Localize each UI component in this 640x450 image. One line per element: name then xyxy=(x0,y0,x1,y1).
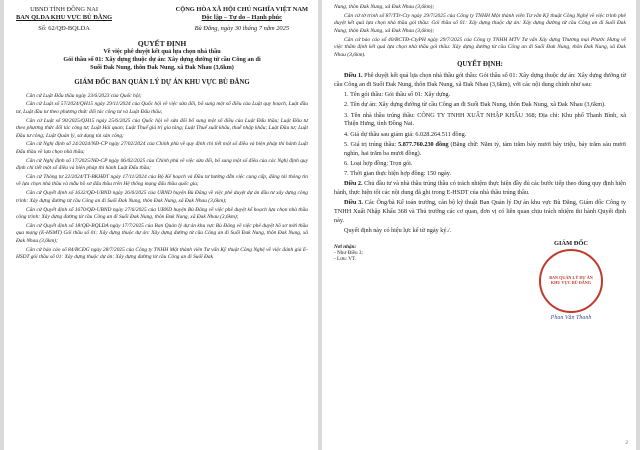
signer-title: GIÁM ĐỐC xyxy=(554,240,588,248)
article-1-item: 6. Loại hợp đồng: Trọn gói. xyxy=(344,159,413,167)
official-stamp xyxy=(539,249,603,313)
place-date: Bù Đăng, ngày 30 tháng 7 năm 2025 xyxy=(194,24,290,32)
article-1-item: 3. Tên nhà thầu trúng thầu: CÔNG TY TNHH XUẤT NHẬP KHẨU 368; Địa chỉ: Khu phố Thanh Bình, xã Thiện Hưng, tỉnh Đồng Nai. xyxy=(344,111,626,128)
legal-basis: Căn cứ báo cáo số 84/BCĐG ngày 28/7/2025 của Công ty TNHH Một thành viên Tư vấn Kỹ thuật Công Nghệ về việc đánh giá E-HSDT gói thầu số 01: Xây dựng thuộc dự án: Xây dựng đường từ cầu Công an đi Suối Đak xyxy=(16,246,308,261)
effective-clause: Quyết định này có hiệu lực kể từ ngày ký./. xyxy=(344,227,452,235)
signer-name: Phan Văn Thanh xyxy=(550,315,592,322)
article-2-label: Điều 2. xyxy=(344,180,363,188)
award-value: 5.877.760.230 đồng xyxy=(398,140,449,148)
decision-label: QUYẾT ĐỊNH: xyxy=(457,61,503,69)
legal-basis: Căn cứ Quyết định số 1632/QĐ-UBND ngày 26/6/2025 của UBND huyện Bù Đăng về việc phê duyệt dự án đầu tư xây dựng công trình: Xây dựng đường từ cầu Công an đi Suối Đak Nung, thôn Đak Nung, xã Đak Nhau (3,6km); xyxy=(16,190,308,204)
article-2-text: Chủ đầu tư và nhà thầu trúng thầu có trách nhiệm thực hiện đầy đủ các bước tiếp theo đúng quy định hiện hành, thực hiện tốt các nội dung đã ghi trong E-HSDT của nhà thầu trúng thầu. xyxy=(334,180,627,196)
page-number: 2 xyxy=(625,440,628,446)
legal-basis: Căn cứ Thông tư 22/2024/TT-BKHĐT ngày 17/11/2024 của Bộ Kế hoạch và Đầu tư hướng dẫn việc cung cấp, đăng tải thông tin về lựa chọn nhà thầu và mẫu hồ sơ đấu thầu trên Hệ thống mạng đấu thầu quốc gia; xyxy=(16,174,308,188)
legal-basis: Căn cứ Nghị định số 17/2025/NĐ-CP ngày 06/02/2025 của Chính phủ về việc sửa đổi, bổ sung một số điều của các Nghị định quy định chi tiết một số điều và biện pháp thi hành Luật Đấu thầu; xyxy=(16,157,308,172)
recipient-item: - Như Điều 3; xyxy=(334,250,363,257)
legal-basis: Căn cứ Quyết định số 1670/QĐ-UBND ngày 27/6/2025 của UBND huyện Bù Đăng về việc phê duyệt kế hoạch lựa chọn nhà thầu công trình: Xây dựng đường từ cầu Công an đi Suối Đak Nung, thôn Đak Nung, xã Đak Nhau (3,6km); xyxy=(16,206,308,221)
legal-basis: Căn cứ Nghị định số 24/2024/NĐ-CP ngày 27/02/2024 của Chính phủ về quy định chi tiết một số điều và biện pháp thi hành Luật Đấu thầu về lựa chọn nhà thầu; xyxy=(16,141,308,155)
article-1-item-award-value xyxy=(334,141,626,159)
page-one xyxy=(4,0,318,450)
article-1-item: 1. Tên gói thầu: Gói thầu số 01: Xây dựng. xyxy=(344,91,451,99)
recipient-item: - Lưu: VT. xyxy=(334,256,357,263)
nation-name: CỘNG HÒA XÃ HỘI CHỦ NGHĨA VIỆT NAM xyxy=(175,6,308,13)
legal-basis: Căn cứ Luật số 90/2025/QH15 ngày 25/6/2025 của Quốc hội về sửa đổi bổ sung một số điều của Luật Đấu thầu; Luật Đầu tư theo phương thức đối tác công tư; Luật Hải quan; Luật Thuế giá trị gia tăng; Luật Thuế xuất khẩu, thuế nhập khẩu; Luật Đầu tư; Luật Đầu tư công; Luật Quản lý, sử dụng tài sản công; xyxy=(16,117,308,139)
signature-block xyxy=(516,240,626,321)
decision-subject xyxy=(16,48,308,73)
legal-basis: Căn cứ tờ trình số 87/TTr-Cty ngày 29/7/2025 của Công ty TNHH Một thành viên Tư vấn Kỹ thuật Công Nghệ về việc trình phê duyệt kết quả lựa chọn nhà thầu gói thầu: Gói thầu số 01: Xây dựng thuộc dự án: Xây dựng đường từ cầu Công an đi Suối Đak Nung, thôn Đak Nung, xã Đak Nhau (3,6km); xyxy=(334,12,626,34)
article-1-item: 4. Giá dự thầu sau giảm giá: 6.028.264.511 đồng. xyxy=(344,130,467,138)
subject-line: Suối Đak Nung, thôn Đak Nung, xã Đak Nhau (3,6km) xyxy=(90,64,234,72)
subject-line: Về việc phê duyệt kết quả lựa chọn nhà thầu xyxy=(103,47,221,55)
article-1-text: Phê duyệt kết quả lựa chọn nhà thầu gói thầu: Gói thầu số 01: Xây dựng thuộc dự án: Xây dựng đường từ cầu Công an đi Suối Đak Nung, thôn Đak Nung, xã Đak Nhau (3,6km), với các nội dung chính như sau: xyxy=(334,72,626,88)
national-header xyxy=(176,6,308,33)
document-number: Số: 62/QĐ-BQLDA xyxy=(38,24,90,32)
legal-basis: Căn cứ Luật số 57/2024/QH15 ngày 29/11/2024 của Quốc hội về việc sửa đổi, bổ sung một số điều của Luật quy hoạch, Luật đầu tư, Luật đầu tư theo phương thức đối tác công tư và Luật Đấu thầu; xyxy=(16,101,308,115)
legal-basis: Căn cứ Luật Đấu thầu ngày 23/6/2023 của Quốc hội; xyxy=(26,92,142,99)
issuing-authority: GIÁM ĐỐC BAN QUẢN LÝ DỰ ÁN KHU VỰC BÙ ĐĂNG xyxy=(74,78,250,86)
legal-basis: Căn cứ báo cáo số 40/BCTĐ-CtyPH ngày 29/7/2025 của Công ty TNHH MTV Tư vấn Xây dựng Thương mại Phước Hưng về việc thẩm định kết quả lựa chọn nhà thầu gói thầu: Xây dựng đường từ cầu Công an đi Suối Đak Nung, thôn Đak Nung, xã Đak Nhau (3,6km). xyxy=(334,36,626,58)
article-1-item: 7. Thời gian thực hiện hợp đồng: 150 ngày. xyxy=(344,169,451,177)
issuing-organization xyxy=(16,6,112,33)
article-1-label: Điều 1. xyxy=(344,72,363,80)
recipients-label: Nơi nhận: xyxy=(334,244,357,251)
national-motto: Độc lập – Tự do – Hạnh phúc xyxy=(201,14,282,22)
stamp-text: BAN QUẢN LÝ DỰ ÁN KHU VỰC BÙ ĐĂNG xyxy=(549,275,593,286)
article-3 xyxy=(334,199,626,225)
document-footer xyxy=(334,240,626,321)
document-header xyxy=(16,6,308,33)
legal-bases xyxy=(16,93,308,262)
subject-line: Gói thầu số 01: Xây dựng thuộc dự án: Xây dựng đường từ cầu Công an đi xyxy=(63,56,261,64)
article-1-item: 2. Tên dự án: Xây dựng đường từ cầu Công an đi Suối Đak Nung, thôn Đak Nung, xã Đak Nhau (3,6km). xyxy=(344,101,606,109)
org-line-1: UBND TỈNH ĐỒNG NAI xyxy=(30,6,98,13)
article-3-text: Các Ông/bà Kế toán trưởng, cán bộ kỹ thuật Ban Quản lý Dự án khu vực Bù Đăng, Giám đốc Công ty TNHH Xuất Nhập Khẩu 368 và Thủ trưởng các cơ quan, đơn vị có liên quan chịu trách nhiệm thi hành Quyết định này. xyxy=(334,199,627,224)
recipients-block xyxy=(334,240,363,321)
page-two xyxy=(322,0,636,450)
org-line-2: BAN QLDA KHU VỰC BÙ ĐĂNG xyxy=(16,14,113,22)
legal-basis: Nung, thôn Đak Nung, xã Đak Nhau (3,6km); xyxy=(334,4,435,10)
award-prefix: 5. Giá trị trúng thầu: xyxy=(344,140,399,148)
article-1 xyxy=(334,72,626,90)
legal-basis: Căn cứ Quyết định số 18/QĐ-BQLDA ngày 17/7/2025 của Ban Quản lý dự án khu vực Bù Đăng về việc phê duyệt hồ sơ mời thầu qua mạng (E-HSMT) Gói thầu số 01: Xây dựng thuộc dự án: Xây dựng đường từ cầu Công an đi Suối Đak Nung, thôn Đak Nung, xã Đak Nhau (3,6km); xyxy=(16,222,308,244)
decision-title: QUYẾT ĐỊNH xyxy=(137,38,187,48)
article-3-label: Điều 3. xyxy=(344,199,363,207)
article-2 xyxy=(334,180,626,198)
award-words: (Bằng chữ: Năm tỷ, tám trăm bảy mươi bảy triệu, bảy trăm sáu mươi nghìn, hai trăm ba mươi đồng). xyxy=(344,140,626,157)
